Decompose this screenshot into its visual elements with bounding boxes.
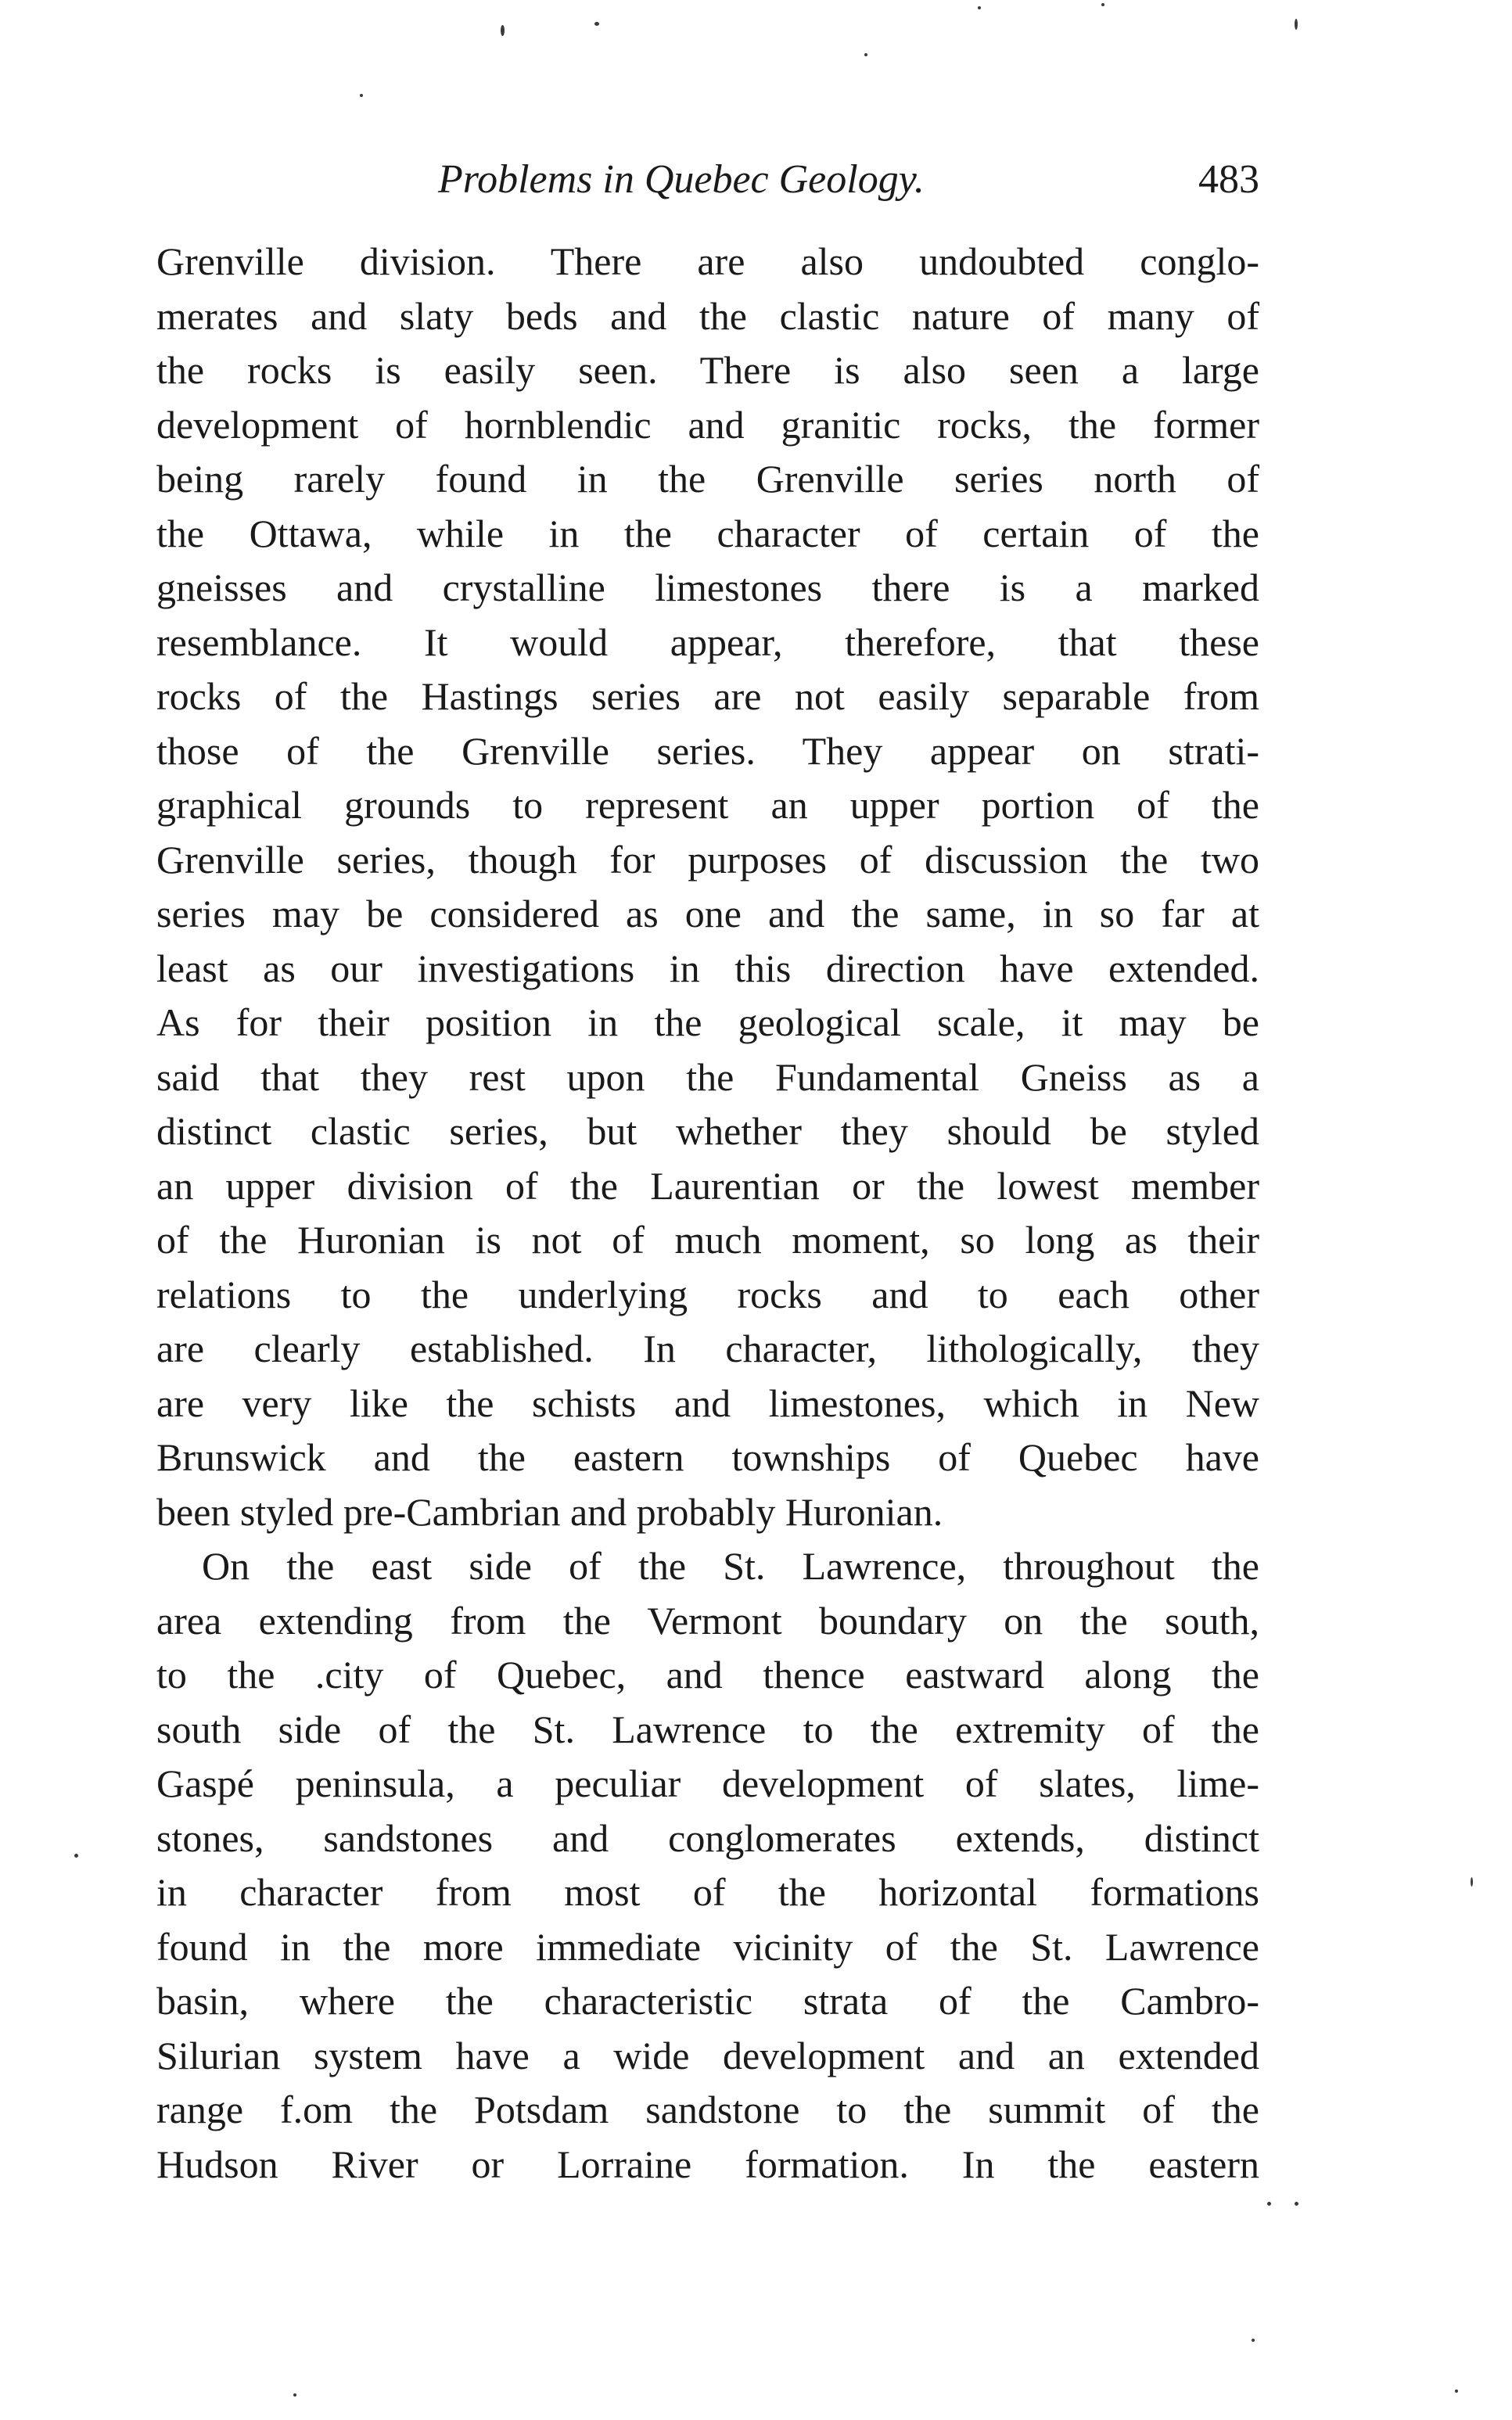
text-line: On the east side of the St. Lawrence, throughout the (202, 1544, 1259, 1588)
text-line: basin, where the characteristic strata of the Cambro- (156, 1979, 1259, 2023)
text-line: to the .city of Quebec, and thence eastward along the (156, 1653, 1259, 1697)
text-line: found in the more immediate vicinity of the St. Lawrence (156, 1924, 1259, 1969)
text-line: least as our investigations in this direction have extended. (156, 946, 1259, 990)
text-line: relations to the underlying rocks and to each other (156, 1272, 1259, 1316)
text-line: Grenville series, though for purposes of discussion the two (156, 837, 1259, 881)
scan-speck (360, 94, 363, 97)
text-line: Gaspé peninsula, a peculiar development of slates, lime- (156, 1761, 1259, 1805)
scan-speck (293, 2393, 296, 2397)
text-line: said that they rest upon the Fundamental Gneiss as a (156, 1054, 1259, 1099)
scan-speck (864, 53, 867, 56)
page-header (438, 149, 1259, 211)
scan-speck (594, 22, 599, 26)
text-line: graphical grounds to represent an upper portion of the (156, 783, 1259, 827)
scan-speck (1471, 1877, 1473, 1887)
text-line: are clearly established. In character, lithologically, they (156, 1327, 1259, 1370)
text-line: Hudson River or Lorraine formation. In the eastern (156, 2142, 1259, 2186)
paragraph-1 (156, 235, 1259, 1539)
scan-speck (501, 25, 505, 36)
text-line: being rarely found in the Grenville series north of (156, 457, 1259, 501)
text-line: of the Huronian is not of much moment, so long as their (156, 1218, 1259, 1262)
text-line: an upper division of the Laurentian or the lowest member (156, 1163, 1259, 1208)
scan-speck (1267, 2202, 1271, 2206)
scan-speck (1295, 2202, 1298, 2206)
text-line: in character from most of the horizontal formations (156, 1870, 1259, 1914)
text-line: range f.om the Potsdam sandstone to the summit of the (156, 2088, 1259, 2131)
text-line: resemblance. It would appear, therefore, that these (156, 619, 1259, 664)
page-number: 483 (1198, 157, 1259, 202)
text-line: gneisses and crystalline limestones there is a marked (156, 566, 1259, 609)
text-line: are very like the schists and limestones, which in New (156, 1381, 1259, 1425)
text-line: Grenville division. There are also undoubted conglo- (156, 239, 1259, 283)
text-line: stones, sandstones and conglomerates extends, distinct (156, 1815, 1259, 1860)
scan-speck (1101, 3, 1104, 6)
text-line: merates and slaty beds and the clastic nature of many of (156, 293, 1259, 338)
body-text (156, 235, 1259, 2192)
scan-speck (1455, 2389, 1458, 2393)
text-line: Silurian system have a wide development and an extended (156, 2033, 1259, 2077)
text-line: those of the Grenville series. They appear on strati- (156, 728, 1259, 773)
text-line: development of hornblendic and granitic rocks, the former (156, 402, 1259, 447)
scan-speck (1295, 19, 1298, 30)
text-line: been styled pre-Cambrian and probably Huronian. (156, 1489, 943, 1534)
text-line: series may be considered as one and the same, in so far at (156, 892, 1259, 935)
text-line: Brunswick and the eastern townships of Quebec have (156, 1435, 1259, 1479)
text-line: the Ottawa, while in the character of certain of the (156, 511, 1259, 555)
text-line: distinct clastic series, but whether they should be styled (156, 1109, 1259, 1153)
text-line: the rocks is easily seen. There is also seen a large (156, 348, 1259, 392)
paragraph-2 (156, 1539, 1259, 2192)
text-line: south side of the St. Lawrence to the extremity of the (156, 1707, 1259, 1751)
text-line: As for their position in the geological scale, it may be (156, 1000, 1259, 1044)
scan-speck (74, 1854, 78, 1858)
text-line: area extending from the Vermont boundary on the south, (156, 1598, 1259, 1643)
running-title: Problems in Quebec Geology. (438, 157, 925, 202)
scan-speck (978, 6, 981, 9)
text-line: rocks of the Hastings series are not easily separable from (156, 674, 1259, 718)
scan-speck (1252, 2339, 1255, 2342)
